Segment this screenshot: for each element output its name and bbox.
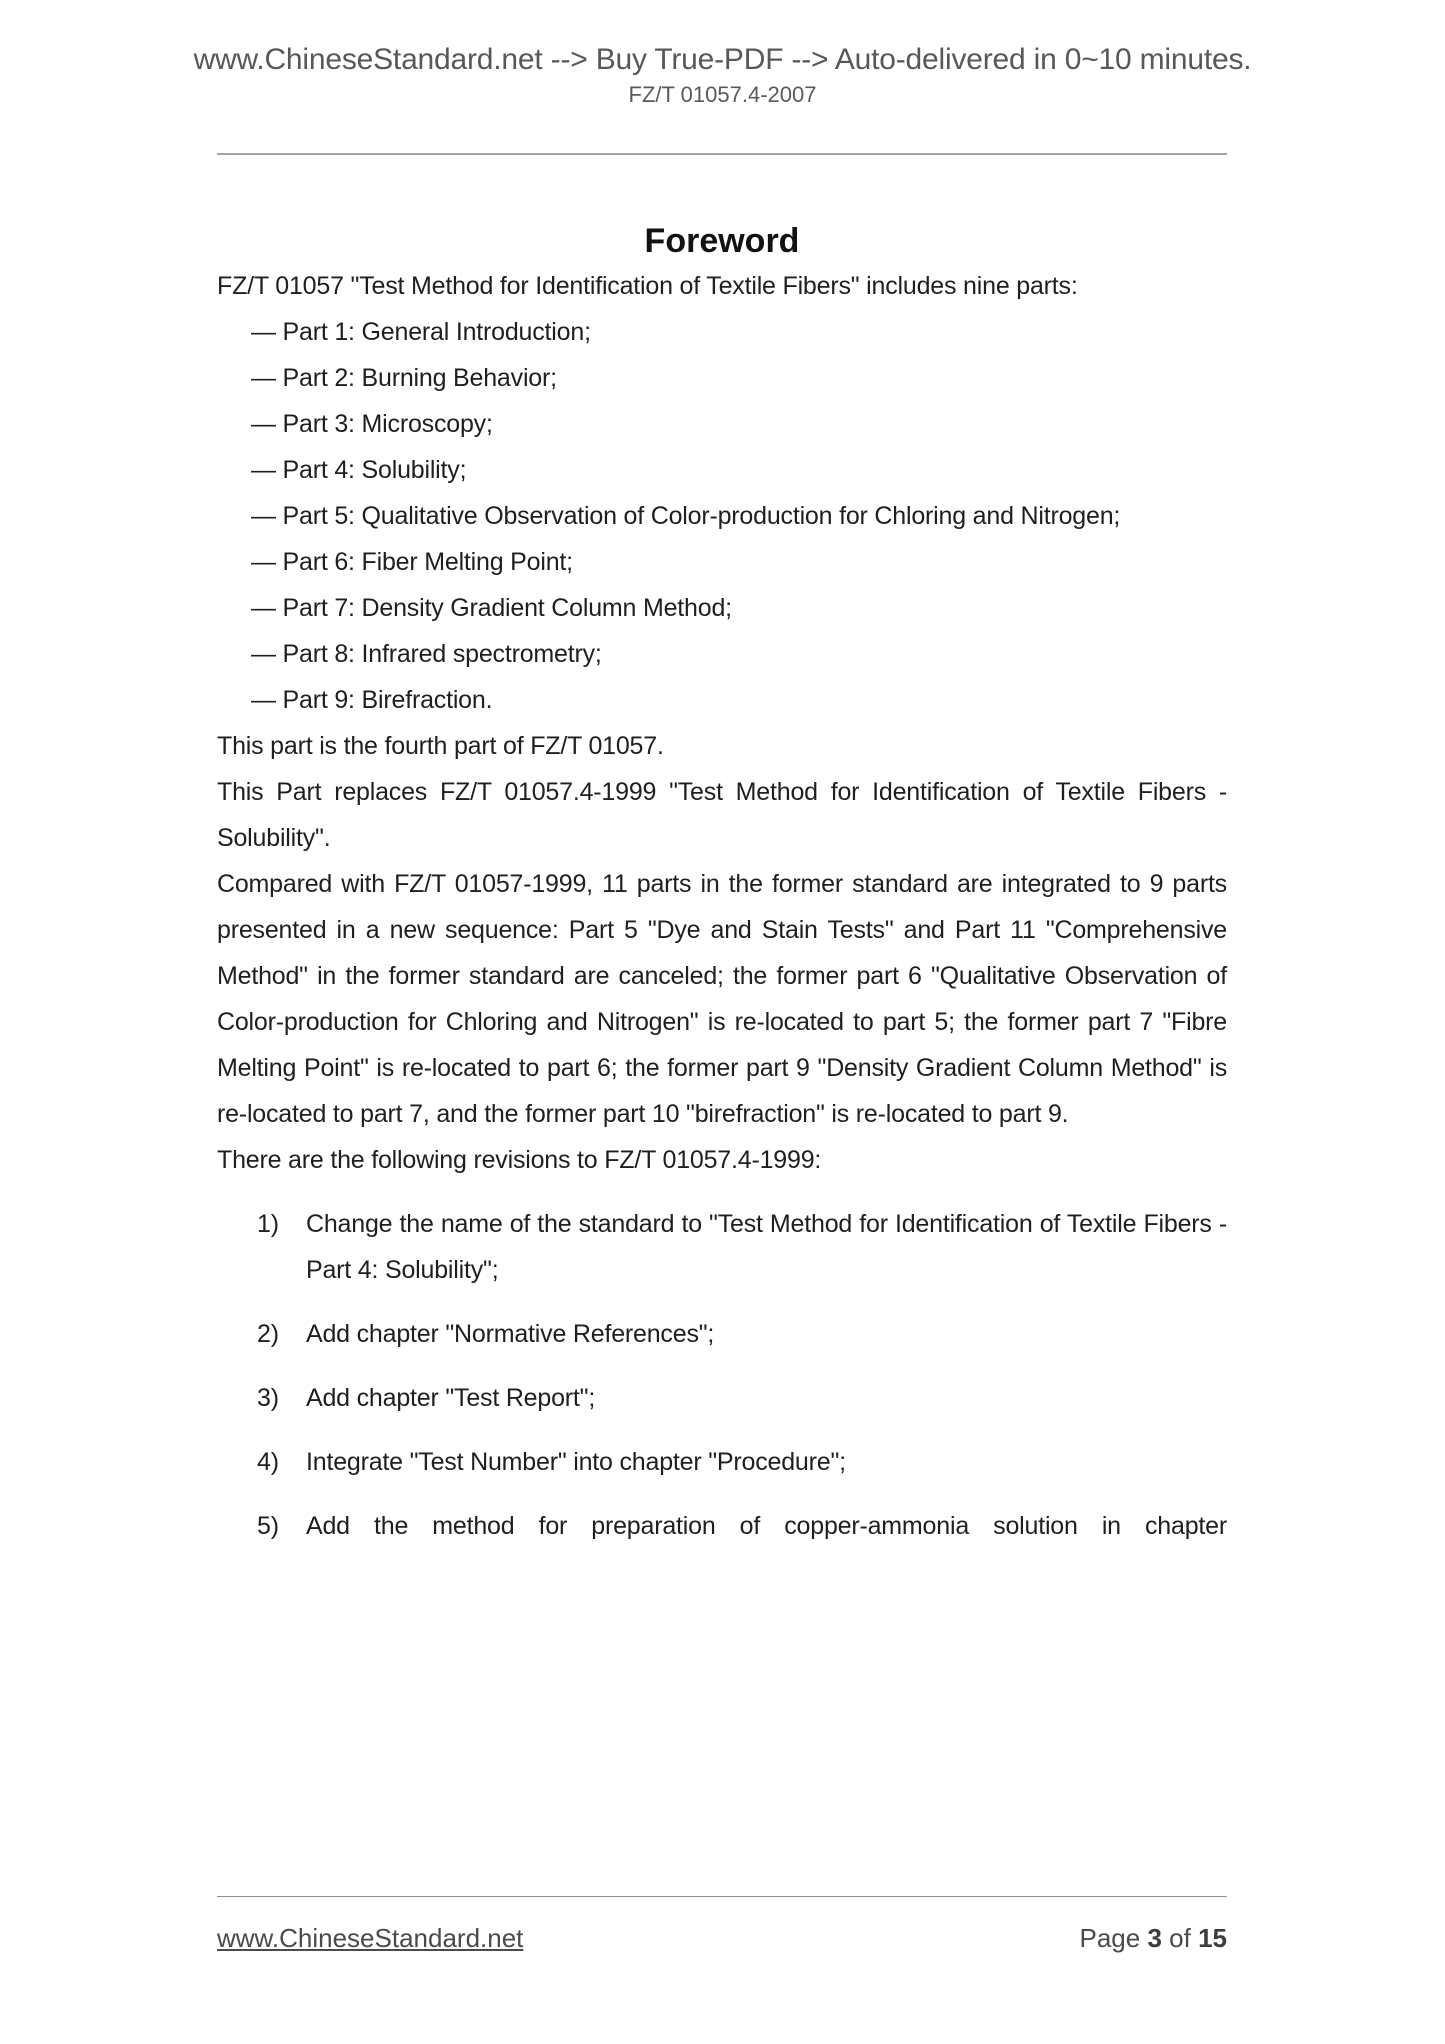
page-header — [0, 0, 1445, 155]
page-number — [1079, 1923, 1227, 1954]
page-of-label: of — [1169, 1923, 1191, 1953]
list-item: — Part 7: Density Gradient Column Method; — [251, 594, 732, 622]
list-item: — Part 4: Solubility; — [251, 456, 467, 484]
document-title: Foreword — [644, 222, 800, 260]
revision-item — [217, 1201, 1227, 1293]
page-total: 15 — [1198, 1923, 1227, 1953]
document-body — [217, 219, 1227, 1549]
revision-number: 1) — [257, 1210, 279, 1238]
header-divider — [217, 153, 1227, 155]
revision-text: Add the method for preparation of copper-ammonia solution in chapter — [306, 1512, 1227, 1540]
revision-item — [217, 1503, 1227, 1549]
page-label: Page — [1079, 1923, 1141, 1953]
revision-number: 2) — [257, 1320, 279, 1348]
paragraph-fourth-part: This part is the fourth part of FZ/T 01057. — [217, 732, 664, 760]
revision-item — [217, 1439, 1227, 1485]
revisions-intro: There are the following revisions to FZ/T 01057.4-1999: — [217, 1146, 822, 1174]
header-promo-text: www.ChineseStandard.net --> Buy True-PDF --> Auto-delivered in 0~10 minutes. — [193, 43, 1252, 76]
header-standard-code: FZ/T 01057.4-2007 — [628, 82, 817, 107]
list-item: — Part 1: General Introduction; — [251, 318, 591, 346]
revision-text: Integrate "Test Number" into chapter "Procedure"; — [306, 1448, 846, 1476]
list-item: — Part 9: Birefraction. — [251, 686, 493, 714]
intro-paragraph: FZ/T 01057 "Test Method for Identification of Textile Fibers" includes nine parts: — [217, 272, 1078, 300]
revision-number: 3) — [257, 1384, 279, 1412]
list-item: — Part 2: Burning Behavior; — [251, 364, 557, 392]
list-item: — Part 6: Fiber Melting Point; — [251, 548, 573, 576]
list-item: — Part 3: Microscopy; — [251, 410, 493, 438]
revision-text: Add chapter "Test Report"; — [306, 1384, 596, 1412]
page-current: 3 — [1147, 1923, 1162, 1953]
footer-site-link[interactable]: www.ChineseStandard.net — [217, 1923, 524, 1953]
revision-number: 5) — [257, 1512, 279, 1540]
revision-number: 4) — [257, 1448, 279, 1476]
list-item: — Part 5: Qualitative Observation of Color-production for Chloring and Nitrogen; — [251, 502, 1121, 530]
revision-item — [217, 1375, 1227, 1421]
paragraph-replaces: This Part replaces FZ/T 01057.4-1999 "Test Method for Identification of Textile Fibers - Solubility". — [217, 778, 1227, 852]
parts-list — [217, 309, 1227, 723]
revision-item — [217, 1311, 1227, 1357]
paragraph-compared: Compared with FZ/T 01057-1999, 11 parts in the former standard are integrated to 9 parts presented in a new sequence: Part 5 "Dye and Stain Tests" and Part 11 "Comprehensive Method" in the former standard are canceled; the former part 6 "Qualitative Observation of Color-production for Chloring and Nitrogen" is re-located to part 5; the former part 7 "Fibre Melting Point" is re-located to part 6; the former part 9 "Density Gradient Column Method" is re-located to part 7, and the former part 10 "birefraction" is re-located to part 9. — [217, 870, 1227, 1128]
revisions-list — [217, 1201, 1227, 1549]
list-item: — Part 8: Infrared spectrometry; — [251, 640, 602, 668]
page-footer — [0, 1896, 1445, 1954]
revision-text: Add chapter "Normative References"; — [306, 1320, 715, 1348]
footer-divider — [217, 1896, 1227, 1897]
revision-text: Change the name of the standard to "Test Method for Identification of Textile Fibers - Part 4: Solubility"; — [306, 1210, 1227, 1284]
